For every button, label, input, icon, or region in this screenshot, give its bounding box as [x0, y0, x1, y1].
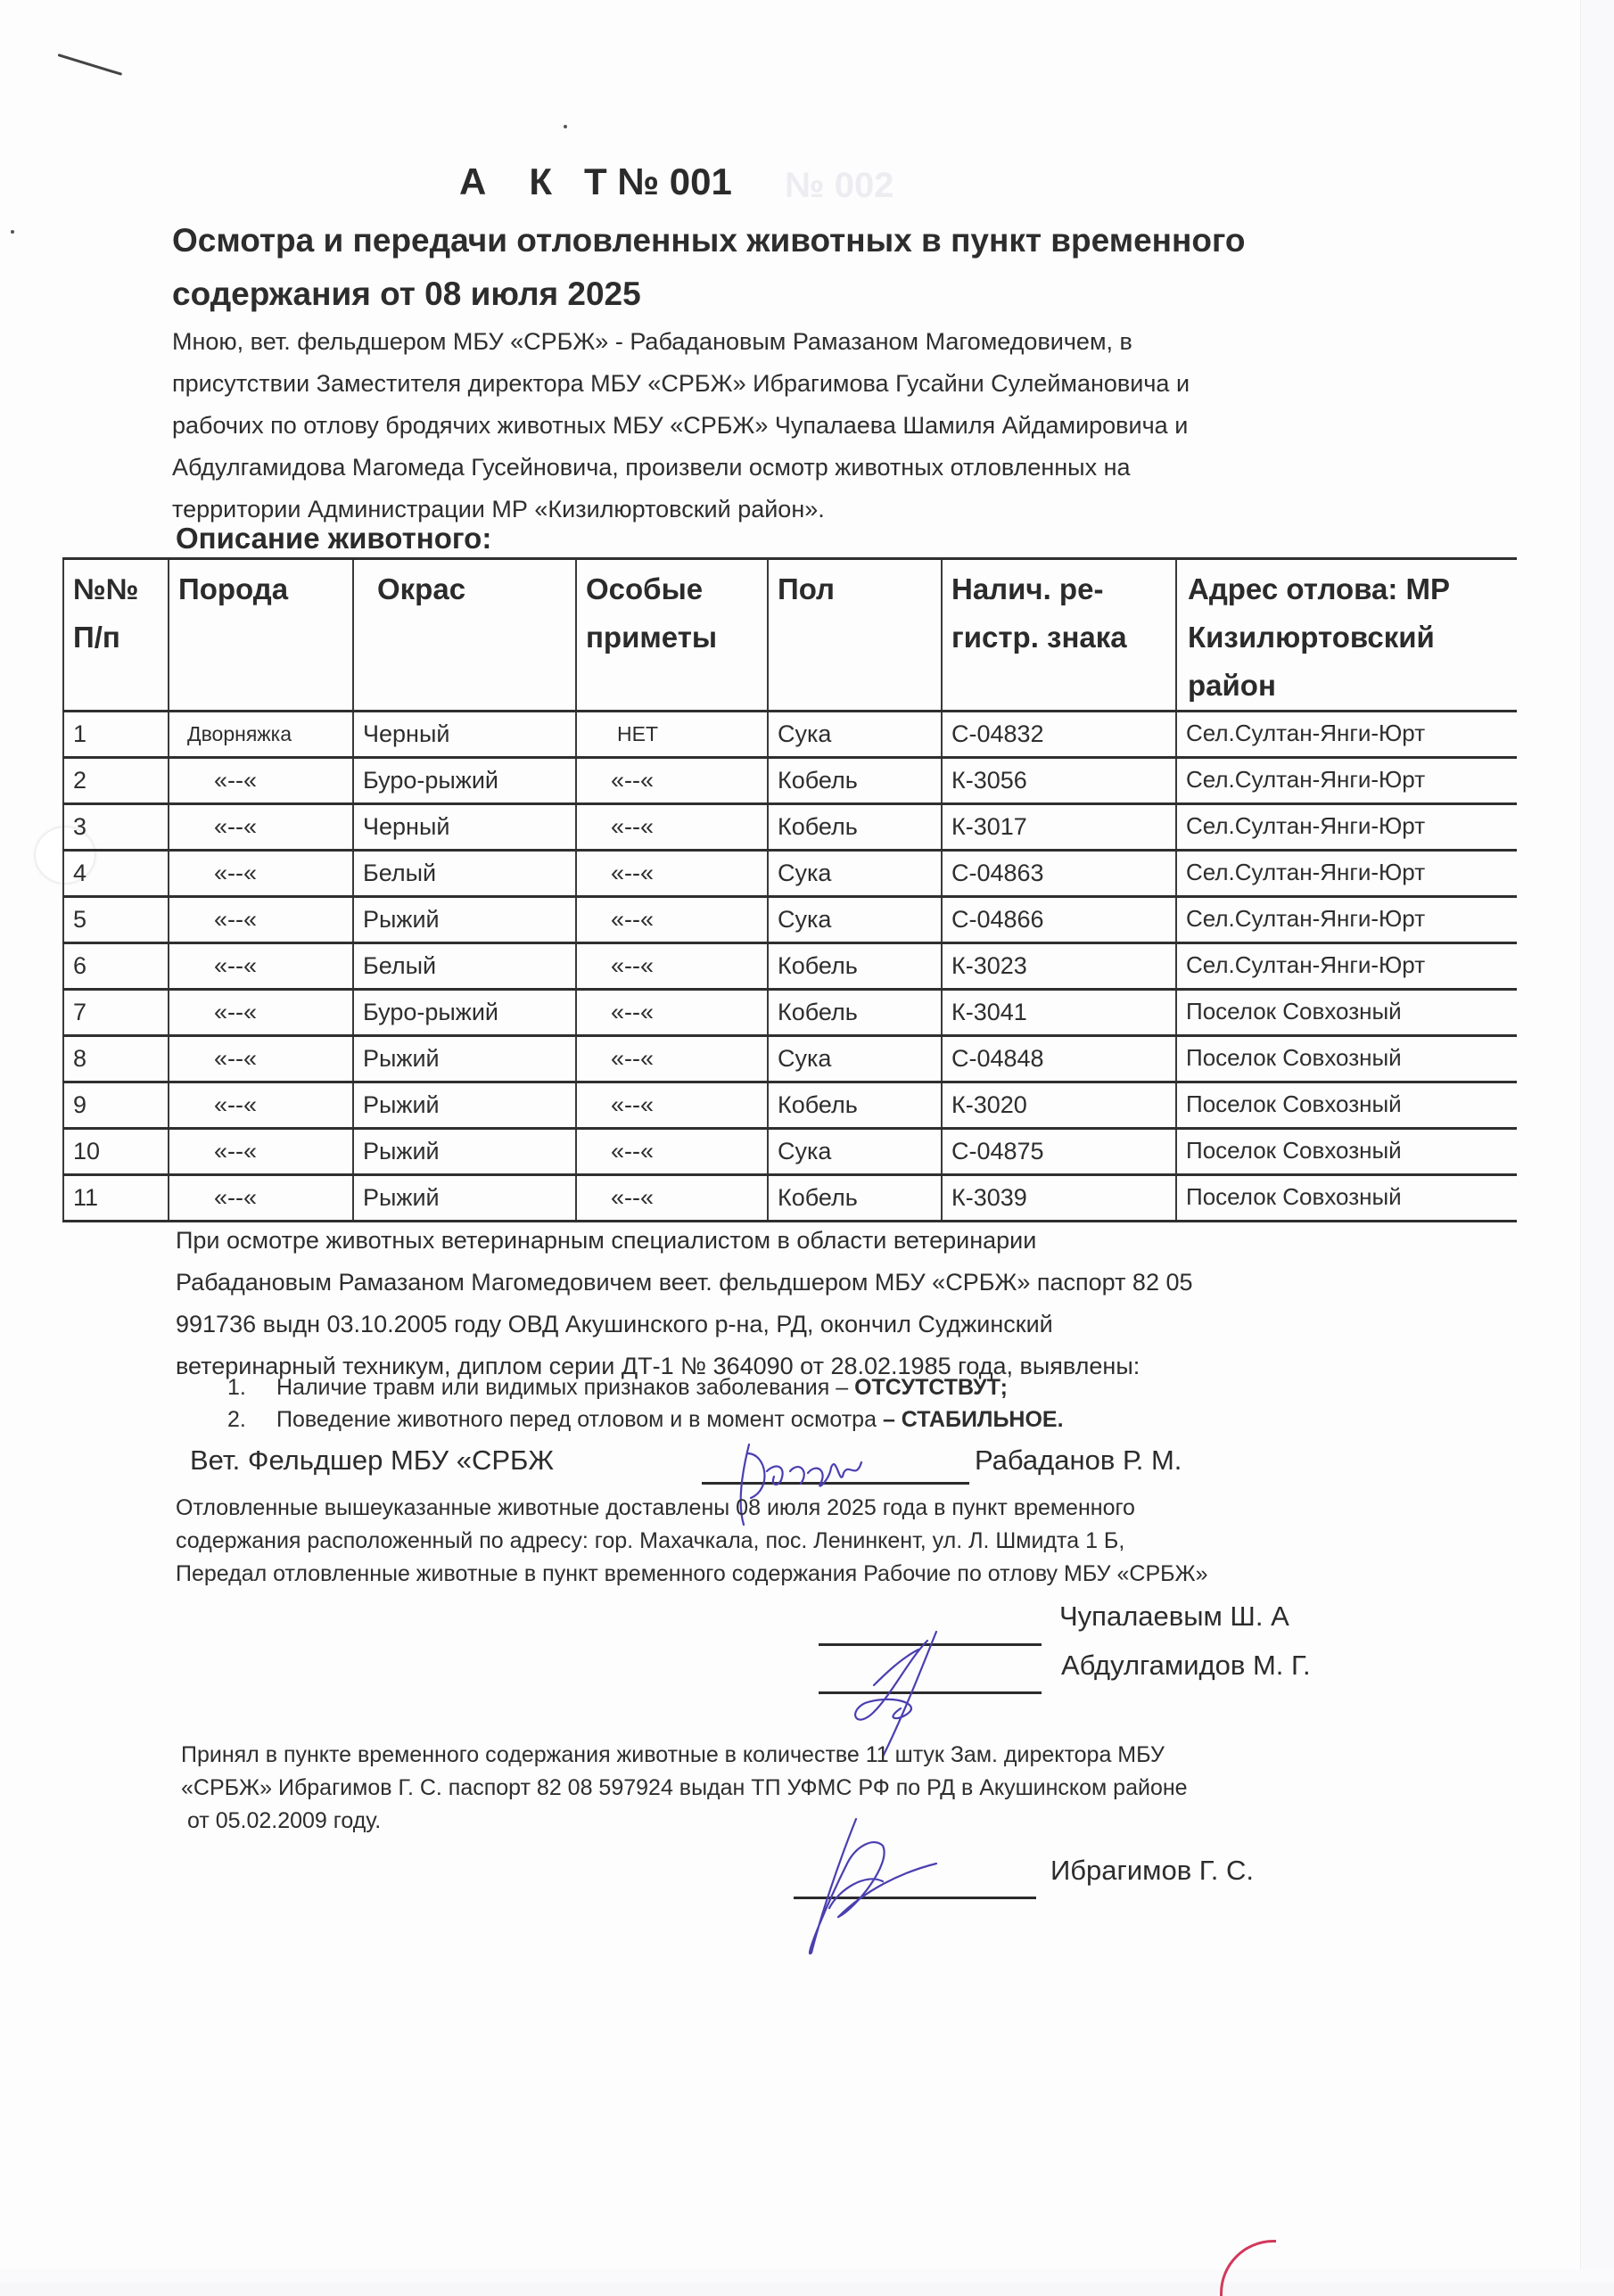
- cell-address: Поселок Совхозный: [1176, 1036, 1517, 1082]
- cell-sex: Сука: [768, 712, 942, 758]
- table-row: [63, 1129, 1517, 1175]
- table-row: [63, 1036, 1517, 1082]
- cell-color: Белый: [353, 943, 576, 990]
- signer-name: Чупалаевым Ш. А: [1059, 1601, 1289, 1632]
- cell-address: Сел.Султан-Янги-Юрт: [1176, 943, 1517, 990]
- vet-signature-role: Вет. Фельдшер МБУ «СРБЖ: [190, 1444, 554, 1476]
- table-row: [63, 1175, 1517, 1222]
- cell-sex: Кобель: [768, 1082, 942, 1129]
- cell-color: Рыжий: [353, 1082, 576, 1129]
- cell-number: 1: [63, 712, 169, 758]
- cell-tag: С-04875: [942, 1129, 1176, 1175]
- cell-sex: Кобель: [768, 758, 942, 804]
- cell-address: Сел.Султан-Янги-Юрт: [1176, 712, 1517, 758]
- cell-special-marks: «--«: [576, 1175, 768, 1222]
- findings-line: 991736 выдн 03.10.2005 году ОВД Акушинского р-на, РД, окончил Суджинский: [176, 1311, 1053, 1337]
- cell-special-marks: «--«: [576, 897, 768, 943]
- cell-tag: С-04848: [942, 1036, 1176, 1082]
- cell-special-marks: «--«: [576, 1036, 768, 1082]
- cell-tag: К-3023: [942, 943, 1176, 990]
- finding-item: 2. Поведение животного перед отловом и в момент осмотра – СТАБИЛЬНОЕ.: [227, 1407, 1064, 1432]
- cell-address: Поселок Совхозный: [1176, 1175, 1517, 1222]
- act-title-letter: А: [459, 160, 487, 202]
- cell-tag: С-04863: [942, 851, 1176, 897]
- cell-breed: «--«: [169, 1082, 353, 1129]
- cell-number: 10: [63, 1129, 169, 1175]
- speck: [564, 125, 567, 128]
- cell-breed: Дворняжка: [169, 712, 353, 758]
- act-title: [459, 160, 732, 203]
- cell-special-marks: «--«: [576, 804, 768, 851]
- intro-line: рабочих по отлову бродячих животных МБУ «СРБЖ» Чупалаева Шамиля Айдамировича и: [172, 412, 1189, 439]
- cell-tag: К-3020: [942, 1082, 1176, 1129]
- finding-text: Поведение животного перед отловом и в момент осмотра: [276, 1407, 883, 1432]
- header-number: №№ П/п: [63, 559, 169, 712]
- cell-tag: К-3056: [942, 758, 1176, 804]
- act-title-letter: К: [529, 160, 552, 202]
- vet-signature-name: Рабаданов Р. М.: [975, 1444, 1182, 1476]
- cell-color: Рыжий: [353, 1175, 576, 1222]
- acceptor-name: Ибрагимов Г. С.: [1050, 1855, 1255, 1886]
- cell-number: 8: [63, 1036, 169, 1082]
- scan-bottom-strip: [0, 2269, 1614, 2283]
- cell-color: Черный: [353, 804, 576, 851]
- findings-paragraph: [176, 1220, 1193, 1387]
- header-tag: Налич. ре-гистр. знака: [942, 559, 1176, 712]
- intro-line: Мною, вет. фельдшером МБУ «СРБЖ» - Рабадановым Рамазаном Магомедовичем, в: [172, 328, 1132, 355]
- table-row: [63, 897, 1517, 943]
- delivery-line: Передал отловленные животные в пункт временного содержания Рабочие по отлову МБУ «СРБЖ»: [176, 1561, 1208, 1586]
- intro-line: присутствии Заместителя директора МБУ «СРБЖ» Ибрагимова Гусайни Сулеймановича и: [172, 370, 1190, 397]
- cell-breed: «--«: [169, 990, 353, 1036]
- intro-paragraph: [172, 321, 1474, 531]
- cell-breed: «--«: [169, 851, 353, 897]
- cell-address: Поселок Совхозный: [1176, 1082, 1517, 1129]
- cell-special-marks: «--«: [576, 1082, 768, 1129]
- cell-sex: Сука: [768, 1129, 942, 1175]
- cell-address: Сел.Султан-Янги-Юрт: [1176, 851, 1517, 897]
- header-breed: Порода: [169, 559, 353, 712]
- cell-sex: Кобель: [768, 1175, 942, 1222]
- delivery-paragraph: [176, 1492, 1208, 1591]
- cell-address: Сел.Султан-Янги-Юрт: [1176, 897, 1517, 943]
- cell-special-marks: «--«: [576, 851, 768, 897]
- finding-result: ОТСУТСТВУТ;: [854, 1375, 1008, 1400]
- header-special-marks: Особые приметы: [576, 559, 768, 712]
- cell-breed: «--«: [169, 897, 353, 943]
- subtitle-line: содержания от 08 июля 2025: [172, 276, 641, 312]
- cell-special-marks: «--«: [576, 943, 768, 990]
- cell-color: Буро-рыжий: [353, 990, 576, 1036]
- animals-table: [62, 557, 1517, 1222]
- cell-sex: Сука: [768, 1036, 942, 1082]
- acceptance-line: от 05.02.2009 году.: [181, 1808, 382, 1833]
- cell-breed: «--«: [169, 758, 353, 804]
- findings-line: При осмотре животных ветеринарным специалистом в области ветеринарии: [176, 1227, 1037, 1254]
- workers-signature-scribble: [820, 1623, 1017, 1757]
- delivery-line: Отловленные вышеуказанные животные доставлены 08 июля 2025 года в пункт временного: [176, 1495, 1135, 1520]
- table-row: [63, 804, 1517, 851]
- cell-special-marks: «--«: [576, 758, 768, 804]
- cell-number: 3: [63, 804, 169, 851]
- show-through-text: № 002: [785, 166, 894, 205]
- cell-tag: К-3041: [942, 990, 1176, 1036]
- cell-tag: С-04866: [942, 897, 1176, 943]
- acceptance-paragraph: [181, 1739, 1188, 1838]
- table-row: [63, 943, 1517, 990]
- cell-number: 11: [63, 1175, 169, 1222]
- cell-tag: К-3017: [942, 804, 1176, 851]
- cell-tag: С-04832: [942, 712, 1176, 758]
- act-subtitle: [172, 214, 1447, 321]
- cell-address: Поселок Совхозный: [1176, 990, 1517, 1036]
- table-row: [63, 758, 1517, 804]
- cell-special-marks: «--«: [576, 1129, 768, 1175]
- cell-color: Черный: [353, 712, 576, 758]
- cell-color: Буро-рыжий: [353, 758, 576, 804]
- cell-breed: «--«: [169, 943, 353, 990]
- cell-number: 4: [63, 851, 169, 897]
- table-header-row: [63, 559, 1517, 712]
- cell-color: Белый: [353, 851, 576, 897]
- cell-number: 7: [63, 990, 169, 1036]
- cell-address: Поселок Совхозный: [1176, 1129, 1517, 1175]
- cell-special-marks: «--«: [576, 990, 768, 1036]
- header-sex: Пол: [768, 559, 942, 712]
- cell-breed: «--«: [169, 1036, 353, 1082]
- cell-tag: К-3039: [942, 1175, 1176, 1222]
- intro-line: Абдулгамидова Магомеда Гусейновича, произвели осмотр животных отловленных на: [172, 454, 1131, 481]
- acceptance-line: Принял в пункте временного содержания животные в количестве 11 штук Зам. директора МБУ: [181, 1742, 1165, 1767]
- cell-breed: «--«: [169, 804, 353, 851]
- cell-number: 5: [63, 897, 169, 943]
- acceptance-line: «СРБЖ» Ибрагимов Г. С. паспорт 82 08 597924 выдан ТП УФМС РФ по РД в Акушинском районе: [181, 1775, 1188, 1800]
- cell-special-marks: НЕТ: [576, 712, 768, 758]
- header-color: Окрас: [353, 559, 576, 712]
- cell-number: 2: [63, 758, 169, 804]
- table-row: [63, 851, 1517, 897]
- cell-address: Сел.Султан-Янги-Юрт: [1176, 804, 1517, 851]
- cell-breed: «--«: [169, 1175, 353, 1222]
- subtitle-line: Осмотра и передачи отловленных животных в пункт временного: [172, 222, 1246, 259]
- findings-line: Рабадановым Рамазаном Магомедовичем веет. фельдшером МБУ «СРБЖ» паспорт 82 05: [176, 1269, 1193, 1296]
- finding-result: – СТАБИЛЬНОЕ.: [882, 1407, 1064, 1432]
- delivery-line: содержания расположенный по адресу: гор. Махачкала, пос. Ленинкент, ул. Л. Шмидта 1 Б,: [176, 1528, 1125, 1553]
- speck: [11, 230, 14, 234]
- cell-sex: Кобель: [768, 804, 942, 851]
- finding-text: Наличие травм или видимых признаков заболевания –: [276, 1375, 855, 1400]
- signer-name: Абдулгамидов М. Г.: [1061, 1650, 1311, 1681]
- cell-sex: Сука: [768, 897, 942, 943]
- finding-item: 1. Наличие травм или видимых признаков заболевания – ОТСУТСТВУТ;: [227, 1375, 1008, 1400]
- scan-edge-strip: [1580, 0, 1614, 2283]
- table-row: [63, 712, 1517, 758]
- cell-sex: Кобель: [768, 943, 942, 990]
- cell-number: 6: [63, 943, 169, 990]
- cell-address: Сел.Султан-Янги-Юрт: [1176, 758, 1517, 804]
- cell-color: Рыжий: [353, 1036, 576, 1082]
- intro-line: территории Администрации МР «Кизилюртовский район».: [172, 496, 825, 523]
- table-row: [63, 1082, 1517, 1129]
- cell-sex: Кобель: [768, 990, 942, 1036]
- cell-color: Рыжий: [353, 897, 576, 943]
- section-label: Описание животного:: [176, 522, 492, 555]
- cell-number: 9: [63, 1082, 169, 1129]
- acceptor-signature-scribble: [803, 1810, 981, 1962]
- cell-color: Рыжий: [353, 1129, 576, 1175]
- cell-sex: Сука: [768, 851, 942, 897]
- header-address: Адрес отлова: МР Кизилюртовский район: [1176, 559, 1517, 712]
- act-title-number: Т № 001: [583, 160, 732, 202]
- table-row: [63, 990, 1517, 1036]
- findings-line: ветеринарный техникум, диплом серии ДТ-1 № 364090 от 28.02.1985 года, выявлены:: [176, 1353, 1141, 1379]
- cell-breed: «--«: [169, 1129, 353, 1175]
